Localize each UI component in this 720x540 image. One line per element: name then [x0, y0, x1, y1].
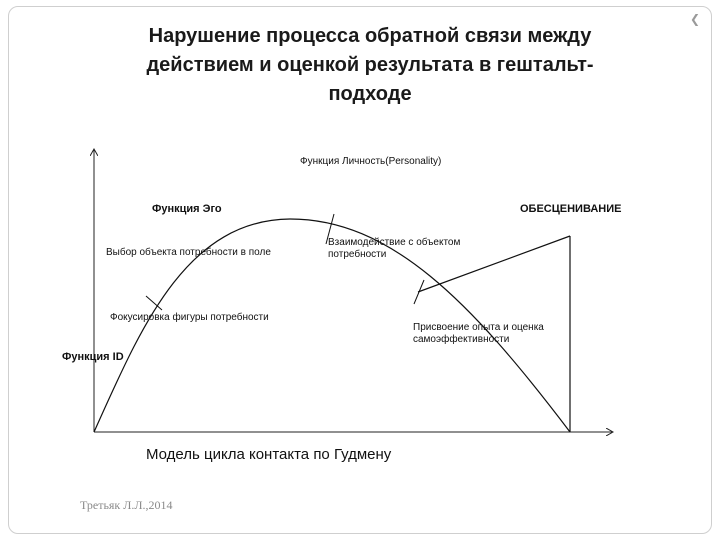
label-interaction: Взаимодействие с объектом потребности	[328, 237, 461, 260]
slide-title: Нарушение процесса обратной связи между действием и оценкой результата в гештальт- подходе	[146, 25, 594, 105]
previous-slide-icon[interactable]: ❮	[690, 12, 701, 26]
label-ego: Функция Эго	[152, 203, 222, 215]
label-figure-focus: Фокусировка фигуры потребности	[110, 312, 269, 323]
author-footer: Третьяк Л.Л.,2014	[80, 498, 173, 512]
label-object-choice: Выбор объекта потребности в поле	[106, 247, 271, 258]
label-id-function: Функция ID	[62, 351, 124, 363]
diagram-caption: Модель цикла контакта по Гудмену	[146, 446, 392, 463]
assimilation-tick	[414, 280, 424, 304]
label-assimilation: Присвоение опыта и оценка самоэффективности	[413, 322, 544, 345]
label-devaluation: ОБЕСЦЕНИВАНИЕ	[520, 203, 622, 215]
label-personality: Функция Личность(Personality)	[300, 156, 442, 167]
